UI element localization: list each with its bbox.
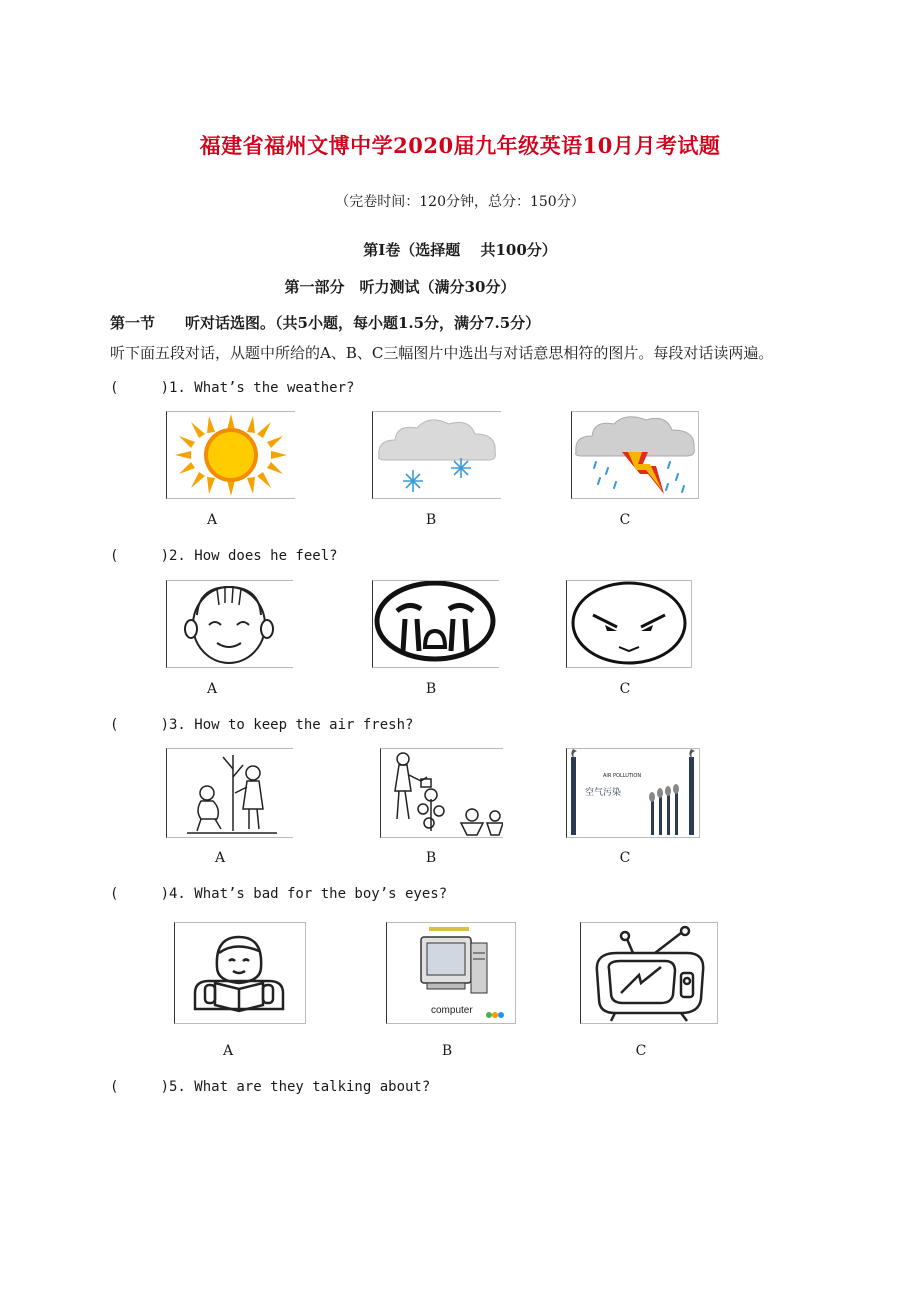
option-label: A xyxy=(214,850,226,866)
section-heading: 第一节 听对话选图。（共5小题，每小题1.5分，满分7.5分） xyxy=(110,314,541,332)
thunderstorm-image[interactable] xyxy=(571,411,699,499)
crying-face-image[interactable] xyxy=(372,580,499,668)
option-label: B xyxy=(425,850,437,866)
page-title: 福建省福州文博中学2020届九年级英语10月月考试题 xyxy=(199,133,721,158)
question-2: ( )2. How does he feel? xyxy=(110,548,338,564)
sun-image[interactable] xyxy=(166,411,295,499)
question-5: ( )5. What are they talking about? xyxy=(110,1079,431,1095)
computer-image[interactable] xyxy=(386,922,516,1024)
option-label: A xyxy=(222,1043,234,1059)
option-label: C xyxy=(635,1043,647,1059)
computer-caption: computer xyxy=(431,1005,473,1016)
option-label: C xyxy=(619,512,631,528)
pollution-caption: AIR POLLUTION xyxy=(603,773,642,779)
question-3: ( )3. How to keep the air fresh? xyxy=(110,717,414,733)
instructions: 听下面五段对话，从题中所给的A、B、C三幅图片中选出与对话意思相符的图片。每段对话读两遍。 xyxy=(110,344,774,362)
exam-info: （完卷时间：120分钟，总分：150分） xyxy=(335,194,585,210)
pollution-cn-caption: 空气污染 xyxy=(585,788,622,798)
volume-heading: 第Ⅰ卷（选择题 共100分） xyxy=(363,241,557,259)
tv-image[interactable] xyxy=(580,922,718,1024)
snow-cloud-image[interactable] xyxy=(372,411,501,499)
air-pollution-image[interactable] xyxy=(566,748,700,838)
option-label: B xyxy=(425,512,437,528)
option-label: C xyxy=(619,681,631,697)
angry-face-image[interactable] xyxy=(566,580,692,668)
watering-flowers-image[interactable] xyxy=(380,748,503,838)
planting-tree-image[interactable] xyxy=(166,748,293,838)
question-4: ( )4. What’s bad for the boy’s eyes? xyxy=(110,886,448,902)
part-heading: 第一部分 听力测试（满分30分） xyxy=(284,278,516,296)
option-label: A xyxy=(206,512,218,528)
option-label: C xyxy=(619,850,631,866)
option-label: B xyxy=(425,681,437,697)
option-label: A xyxy=(206,681,218,697)
question-1: ( )1. What’s the weather? xyxy=(110,380,355,396)
boy-reading-image[interactable] xyxy=(174,922,306,1024)
happy-face-image[interactable] xyxy=(166,580,293,668)
option-label: B xyxy=(441,1043,453,1059)
